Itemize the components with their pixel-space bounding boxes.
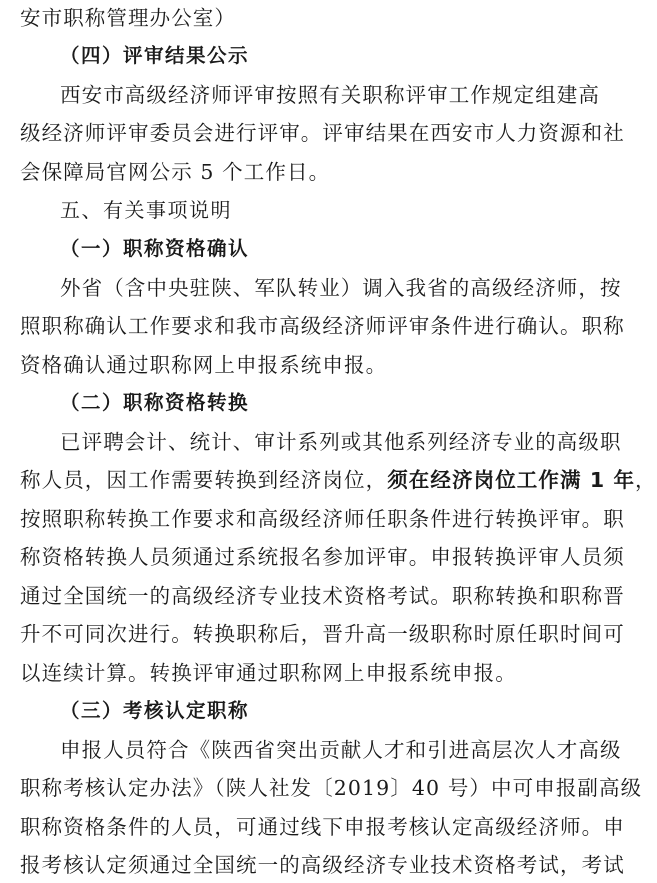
- body-line: 资格确认通过职称网上申报系统申报。: [20, 353, 388, 377]
- body-line: 已评聘会计、统计、审计系列或其他系列经济专业的高级职: [60, 430, 622, 454]
- body-line: 照职称确认工作要求和我市高级经济师评审条件进行确认。职称: [20, 314, 625, 338]
- emphasized-requirement: 须在经济岗位工作满 1 年: [387, 468, 636, 492]
- body-line: 职称考核认定办法》（陕人社发〔2019〕40 号）中可申报副高级: [20, 776, 643, 800]
- body-line: 按照职称转换工作要求和高级经济师任职条件进行转换评审。职: [20, 507, 625, 531]
- body-line: 安市职称管理办公室）: [20, 6, 236, 30]
- body-line: 称资格转换人员须通过系统报名参加评审。申报转换评审人员须: [20, 545, 625, 569]
- body-line: 级经济师评审委员会进行评审。评审结果在西安市人力资源和社: [20, 121, 625, 145]
- body-line: 外省（含中央驻陕、军队转业）调入我省的高级经济师，按: [60, 276, 622, 300]
- body-line: 通过全国统一的高级经济专业技术资格考试。职称转换和职称晋: [20, 584, 625, 608]
- body-line: 西安市高级经济师评审按照有关职称评审工作规定组建高: [60, 83, 600, 107]
- body-line: 申报人员符合《陕西省突出贡献人才和引进高层次人才高级: [60, 738, 622, 762]
- body-line-mixed: [20, 462, 657, 498]
- body-line: 报考核认定须通过全国统一的高级经济专业技术资格考试，考试: [20, 853, 625, 877]
- body-text: ，: [635, 468, 657, 492]
- subheading-title-conversion: （二）职称资格转换: [60, 391, 250, 414]
- body-line: 会保障局官网公示 5 个工作日。: [20, 160, 331, 184]
- body-line: 以连续计算。转换评审通过职称网上申报系统申报。: [20, 661, 517, 685]
- subheading-assessment-recognition: （三）考核认定职称: [60, 699, 250, 722]
- subheading-evaluation-result-publicity: （四）评审结果公示: [60, 44, 250, 67]
- body-text: 称人员，因工作需要转换到经济岗位，: [20, 468, 388, 492]
- section-heading-notes: 五、有关事项说明: [60, 198, 232, 222]
- body-line: 升不可同次进行。转换职称后，晋升高一级职称时原任职时间可: [20, 622, 625, 646]
- subheading-title-confirmation: （一）职称资格确认: [60, 237, 250, 260]
- body-line: 职称资格条件的人员，可通过线下申报考核认定高级经济师。申: [20, 815, 625, 839]
